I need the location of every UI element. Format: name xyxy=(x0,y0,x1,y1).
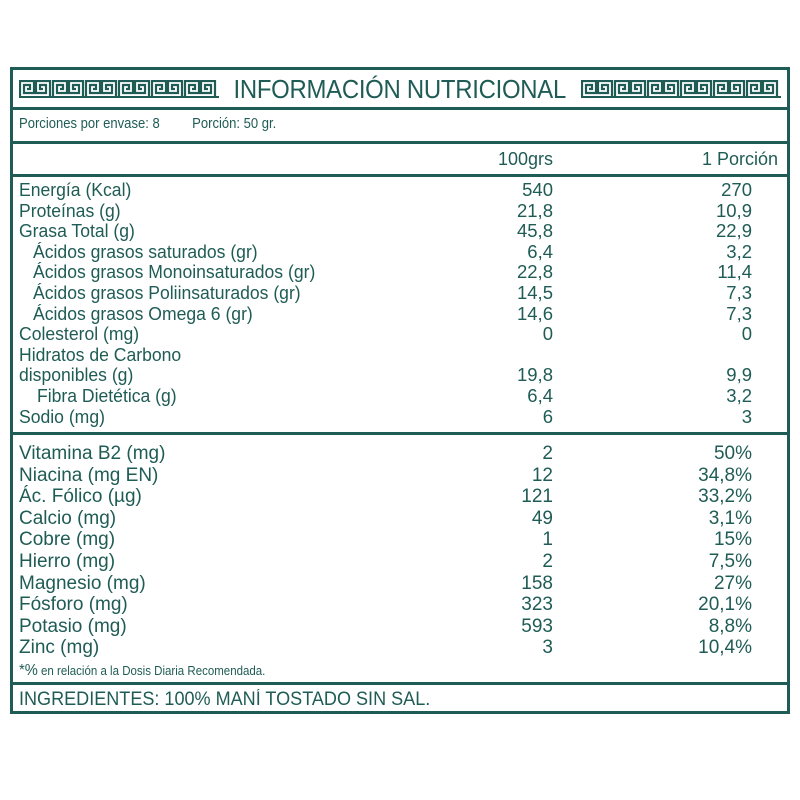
label-title: INFORMACIÓN NUTRICIONAL xyxy=(233,74,567,104)
nutrient-row: Hidratos de Carbono xyxy=(19,343,182,365)
footnote-text: en relación a la Dosis Diaria Recomendada. xyxy=(37,664,266,678)
portion-size: Porción: 50 gr. xyxy=(192,116,277,132)
vitamin-row: Cobre (mg) 1 15% xyxy=(19,529,752,551)
greek-key-border-icon xyxy=(581,80,781,98)
nutrient-row: Energía (Kcal) 540 270 xyxy=(19,179,752,200)
footnote xyxy=(19,662,265,680)
divider xyxy=(13,107,787,110)
ingredients: INGREDIENTES: 100% MANÍ TOSTADO SIN SAL. xyxy=(19,689,431,710)
vitamin-row: Calcio (mg) 49 3,1% xyxy=(19,507,752,529)
column-header-100g: 100grs xyxy=(497,149,553,169)
vitamin-row: Zinc (mg) 3 10,4% xyxy=(19,637,752,659)
divider xyxy=(13,682,787,685)
servings-info xyxy=(19,116,276,132)
nutrient-row: Sodio (mg) 6 3 xyxy=(19,405,752,427)
nutrient-row: Ácidos grasos saturados (gr) 6,4 3,2 xyxy=(33,240,752,262)
vitamin-row: Potasio (mg) 593 8,8% xyxy=(19,615,752,637)
footnote-marker: *% xyxy=(19,662,38,679)
greek-key-border-icon xyxy=(19,80,219,98)
nutrient-row: disponibles (g) 19,8 9,9 xyxy=(19,364,752,386)
vitamin-row: Vitamina B2 (mg) 2 50% xyxy=(19,443,752,464)
column-header-portion: 1 Porción xyxy=(701,149,778,169)
nutrient-row: Ácidos grasos Omega 6 (gr) 14,6 7,3 xyxy=(33,302,752,324)
nutrient-row: Colesterol (mg) 0 0 xyxy=(19,323,752,345)
nutrient-row: Grasa Total (g) 45,8 22,9 xyxy=(19,220,752,242)
vitamin-row: Hierro (mg) 2 7,5% xyxy=(19,551,752,572)
vitamin-row: Magnesio (mg) 158 27% xyxy=(19,572,752,594)
divider xyxy=(13,432,787,435)
vitamin-row: Fósforo (mg) 323 20,1% xyxy=(19,594,752,616)
nutrient-row: Ácidos grasos Poliinsaturados (gr) 14,5 7,3 xyxy=(33,282,752,303)
nutrient-row: Fibra Dietética (g) 6,4 3,2 xyxy=(37,385,752,406)
vitamin-row: Ác. Fólico (µg) 121 33,2% xyxy=(19,486,752,508)
nutrient-row: Proteínas (g) 21,8 10,9 xyxy=(19,199,752,221)
title-band xyxy=(13,70,787,108)
divider xyxy=(13,174,787,177)
divider xyxy=(13,141,787,144)
servings-per-package: Porciones por envase: 8 xyxy=(19,116,160,132)
vitamin-row: Niacina (mg EN) 12 34,8% xyxy=(19,464,752,486)
nutrition-facts-label xyxy=(10,67,790,714)
nutrient-row: Ácidos grasos Monoinsaturados (gr) 22,8 11,4 xyxy=(33,261,752,283)
